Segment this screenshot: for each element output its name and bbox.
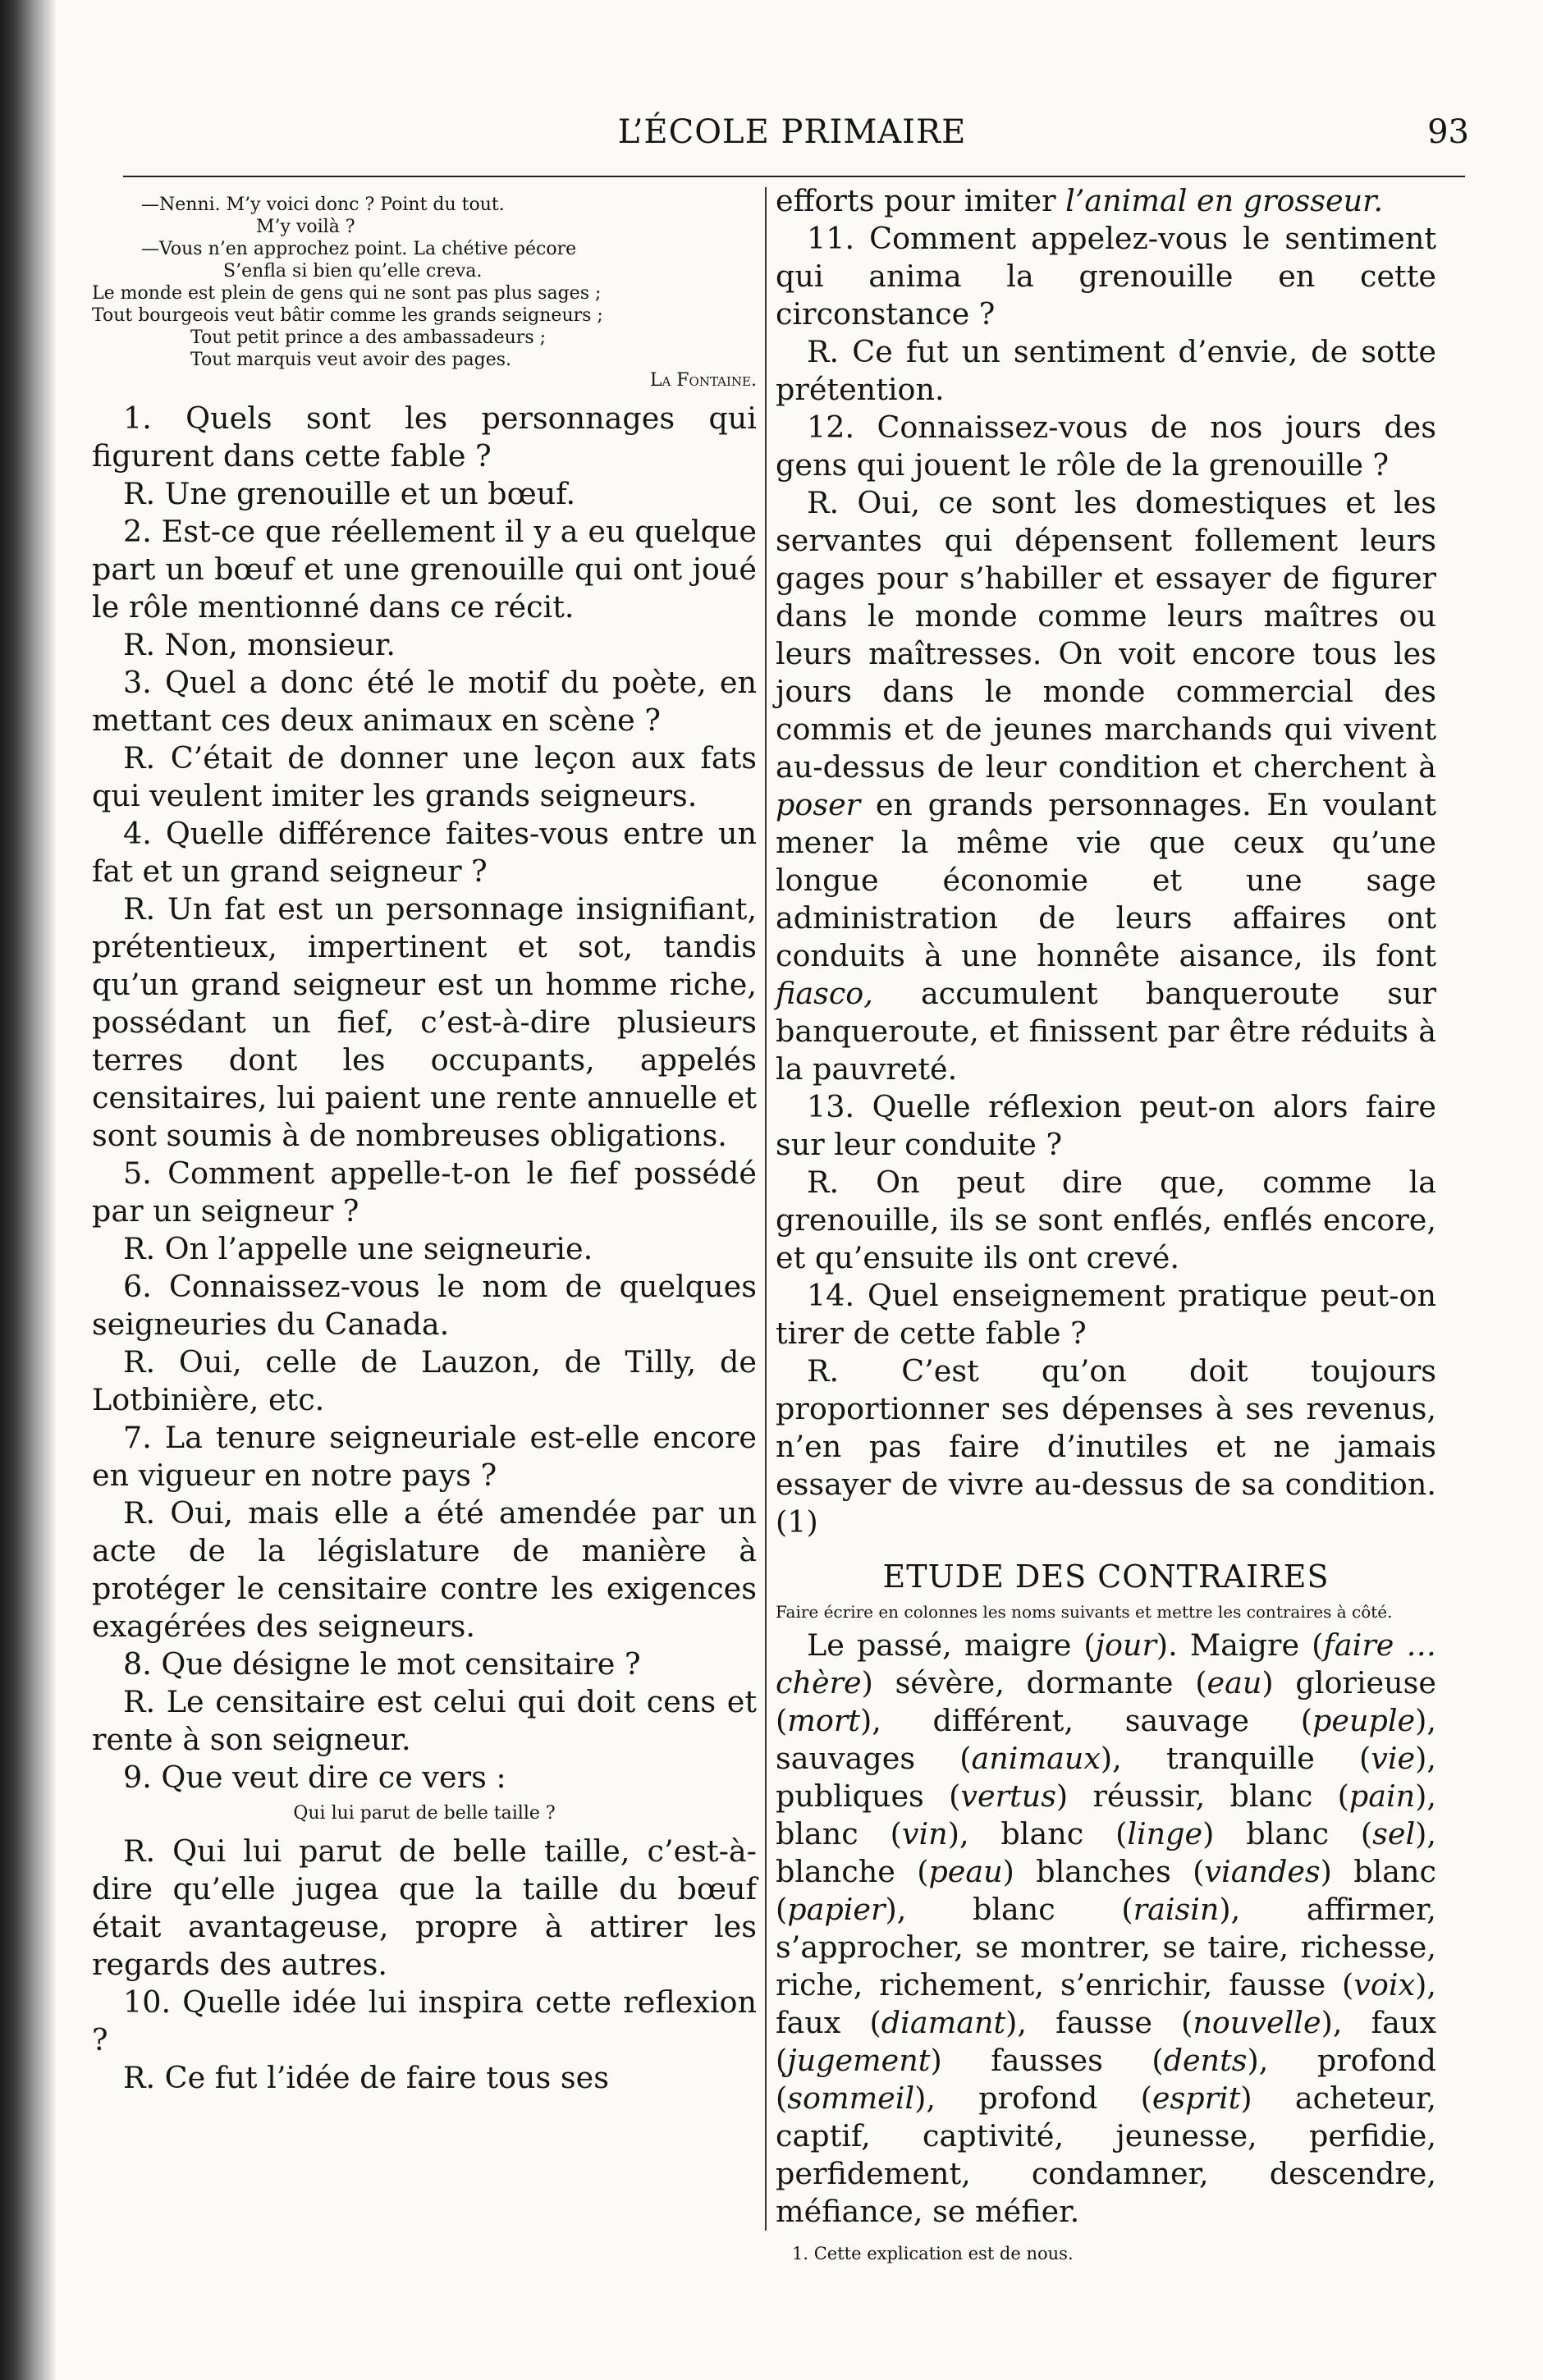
question-7: 7. La tenure seigneuriale est-elle encore en vigueur en notre pays ?	[92, 1420, 757, 1493]
poem-excerpt	[92, 194, 757, 391]
poem-line: Tout marquis veut avoir des pages.	[190, 350, 512, 370]
contraire-hint: linge	[1127, 1816, 1203, 1851]
answer-8: R. Le censitaire est celui qui doit cens et rente à son seigneur.	[92, 1684, 757, 1757]
contraire-hint: peau	[928, 1854, 1003, 1889]
answer-3: R. C’était de donner une leçon aux fats qui veulent imiter les grands seigneurs.	[92, 740, 757, 813]
contraire-hint: jugement	[787, 2043, 931, 2078]
answer-10-cont-emphasis: l’animal en grosseur.	[1065, 183, 1384, 218]
answer-1: R. Une grenouille et un bœuf.	[123, 476, 576, 511]
answer-9: R. Qui lui parut de belle taille, c’est-à-dire qu’elle jugea que la taille du bœuf était avantageuse, propre à attirer les regards des autres.	[92, 1833, 757, 1982]
answer-7: R. Oui, mais elle a été amendée par un acte de la législature de manière à protéger le censitaire contre les exigences exagérées des seigneurs.	[92, 1495, 757, 1644]
question-13: 13. Quelle réflexion peut-on alors faire sur leur conduite ?	[776, 1089, 1436, 1162]
contraire-hint: eau	[1206, 1665, 1262, 1700]
answer-12-text-a: R. Oui, ce sont les domestiques et les servantes qui dépensent follement leurs gages pour s’habiller et essayer de figurer dans le monde comme leurs maîtres ou leurs maîtresses. On voit encore tous les jours dans le monde commercial des commis et de jeunes marchands qui vivent au-dessus de leur condition et cherchent à	[776, 485, 1436, 785]
contraire-text: ), blanc (	[776, 1778, 1436, 1851]
question-4: 4. Quelle différence faites-vous entre un fat et un grand seigneur ?	[92, 816, 757, 889]
contraire-text: Le passé, maigre (	[807, 1627, 1096, 1663]
contraire-text: ), tranquille (	[1100, 1741, 1371, 1776]
contraire-text: ), blanche (	[776, 1816, 1437, 1889]
left-column	[92, 182, 757, 2097]
poem-line: M’y voilà ?	[256, 217, 355, 237]
contraire-text: ), faux (	[776, 2005, 1436, 2078]
question-1: 1. Quels sont les personnages qui figurent dans cette fable ?	[92, 400, 757, 474]
contraire-hint: esprit	[1152, 2080, 1241, 2116]
question-6: 6. Connaissez-vous le nom de quelques seigneuries du Canada.	[92, 1269, 757, 1342]
answer-12-text-c: accumulent banqueroute sur banqueroute, et finissent par être réduits à la pauvreté.	[776, 976, 1436, 1087]
contraire-text: ) acheteur, captif, captivité, jeunesse, perfidie, perfidement, condamner, descendre, méfiance, se méfier.	[776, 2080, 1436, 2229]
poem-attribution: La Fontaine.	[649, 370, 757, 391]
quoted-verse: Qui lui parut de belle taille ?	[293, 1803, 556, 1824]
answer-2: R. Non, monsieur.	[123, 627, 396, 662]
poem-line: Tout petit prince a des ambassadeurs ;	[190, 327, 547, 348]
contraire-hint: vertus	[960, 1778, 1056, 1814]
contraire-hint: sommeil	[787, 2080, 915, 2116]
contraire-text: ), blanc (	[947, 1816, 1128, 1851]
contraire-hint: voix	[1353, 1967, 1416, 2002]
question-5: 5. Comment appelle-t-on le fief possédé par un seigneur ?	[92, 1156, 757, 1229]
poem-line: S’enfla si bien qu’elle creva.	[223, 261, 483, 281]
contraire-text: ) blanc (	[776, 1854, 1436, 1927]
contraire-hint: animaux	[971, 1741, 1101, 1776]
header-rule	[123, 176, 1465, 177]
section-heading: ETUDE DES CONTRAIRES	[882, 1558, 1330, 1595]
contraire-hint: vie	[1371, 1741, 1416, 1776]
answer-5: R. On l’appelle une seigneurie.	[123, 1231, 593, 1266]
contraire-hint: nouvelle	[1193, 2005, 1321, 2040]
book-spine-shadow	[0, 0, 57, 2380]
poem-line: —Vous n’en approchez point. La chétive pécore	[141, 239, 577, 259]
contraire-hint: dents	[1163, 2043, 1248, 2078]
contraire-hint: raisin	[1133, 1892, 1220, 1927]
contraire-text: ), faux (	[776, 1967, 1436, 2040]
question-11: 11. Comment appelez-vous le sentiment qui anima la grenouille en cette circonstance ?	[776, 221, 1436, 332]
contraire-text: ), profond (	[914, 2080, 1152, 2116]
poem-line: Le monde est plein de gens qui ne sont pas plus sages ;	[92, 283, 602, 304]
contraire-hint: diamant	[881, 2005, 1006, 2040]
contraire-text: ) blanc (	[1202, 1816, 1373, 1851]
contraire-text: ) glorieuse (	[776, 1665, 1436, 1738]
contraire-hint: mort	[787, 1703, 860, 1738]
answer-10-cont-text: efforts pour imiter	[776, 183, 1066, 218]
contraire-text: ) fausses (	[930, 2043, 1164, 2078]
contraire-hint: papier	[787, 1892, 886, 1927]
contraires-word-list	[776, 1627, 1436, 2231]
answer-13: R. On peut dire que, comme la grenouille, ils se sont enflés, enflés encore, et qu’ensuite ils ont crevé.	[776, 1165, 1436, 1275]
answer-10-start: R. Ce fut l’idée de faire tous ses	[123, 2060, 609, 2095]
contraire-text: ), sauvages (	[776, 1703, 1436, 1776]
contraire-text: ), blanc (	[885, 1892, 1133, 1927]
contraire-text: ) réussir, blanc (	[1055, 1778, 1349, 1814]
answer-11: R. Ce fut un sentiment d’envie, de sotte prétention.	[776, 334, 1436, 407]
running-title: L’ÉCOLE PRIMAIRE	[617, 113, 967, 151]
contraire-hint: viandes	[1204, 1854, 1321, 1889]
answer-4: R. Un fat est un personnage insignifiant, prétentieux, impertinent et sot, tandis qu’un grand seigneur est un homme riche, possédant un fief, c’est-à-dire plusieurs terres dont les occupants, appelés censitaires, lui paient une rente annuelle et sont soumis à de nombreuses obligations.	[92, 891, 757, 1153]
contraire-text: ). Maigre (	[1156, 1627, 1324, 1663]
page-number: 93	[1427, 113, 1469, 151]
answer-12-emphasis-poser: poser	[776, 787, 861, 822]
section-instruction: Faire écrire en colonnes les noms suivants et mettre les contraires à côté.	[776, 1602, 1393, 1622]
contraire-text: ) blanches (	[1002, 1854, 1205, 1889]
answer-14: R. C’est qu’on doit toujours proportionner ses dépenses à ses revenus, n’en pas faire d’inutiles et ne jamais essayer de vivre au-dessus de sa condition. (1)	[776, 1353, 1436, 1540]
question-3: 3. Quel a donc été le motif du poète, en mettant ces deux animaux en scène ?	[92, 665, 757, 738]
question-12: 12. Connaissez-vous de nos jours des gens qui jouent le rôle de la grenouille ?	[776, 410, 1436, 483]
answer-12-text-b: en grands personnages. En voulant mener la même vie que ceux qu’une longue économie et une sage administration de leurs affaires ont conduits à une honnête aisance, ils font	[776, 787, 1436, 973]
answer-6: R. Oui, celle de Lauzon, de Tilly, de Lotbinière, etc.	[92, 1344, 757, 1417]
contraire-hint: jour	[1095, 1627, 1156, 1663]
question-10: 10. Quelle idée lui inspira cette reflexion ?	[92, 1984, 757, 2057]
question-14: 14. Quel enseignement pratique peut-on tirer de cette fable ?	[776, 1278, 1436, 1351]
contraire-text: ), publiques (	[776, 1741, 1437, 1814]
contraire-text: ), fausse (	[1005, 2005, 1193, 2040]
right-column	[776, 182, 1436, 2265]
poem-line: Tout bourgeois veut bâtir comme les grands seigneurs ;	[92, 305, 603, 326]
contraire-text: ), différent, sauvage (	[859, 1703, 1313, 1738]
question-9: 9. Que veut dire ce vers :	[123, 1760, 506, 1795]
answer-12-emphasis-fiasco: fiasco,	[776, 976, 873, 1011]
contraire-hint: faire …chère	[776, 1627, 1436, 1700]
poem-line: —Nenni. M’y voici donc ? Point du tout.	[141, 195, 505, 215]
contraire-hint: sel	[1372, 1816, 1416, 1851]
footnote: 1. Cette explication est de nous.	[792, 2244, 1074, 2263]
answer-10-continued	[776, 182, 1436, 220]
answer-12	[776, 484, 1436, 1088]
contraire-hint: pain	[1348, 1778, 1416, 1814]
contraire-hint: vin	[901, 1816, 948, 1851]
contraire-text: ), affirmer, s’approcher, se montrer, se taire, richesse, riche, richement, s’enrichir, fausse (	[776, 1892, 1436, 2002]
page-header	[115, 113, 1469, 162]
contraire-hint: peuple	[1312, 1703, 1416, 1738]
column-divider	[765, 187, 767, 2231]
question-2: 2. Est-ce que réellement il y a eu quelque part un bœuf et une grenouille qui ont joué le rôle mentionné dans ce récit.	[92, 514, 757, 625]
contraire-text: ), profond (	[776, 2043, 1437, 2116]
question-8: 8. Que désigne le mot censitaire ?	[123, 1646, 641, 1682]
contraire-text: ) sévère, dormante (	[861, 1665, 1207, 1700]
